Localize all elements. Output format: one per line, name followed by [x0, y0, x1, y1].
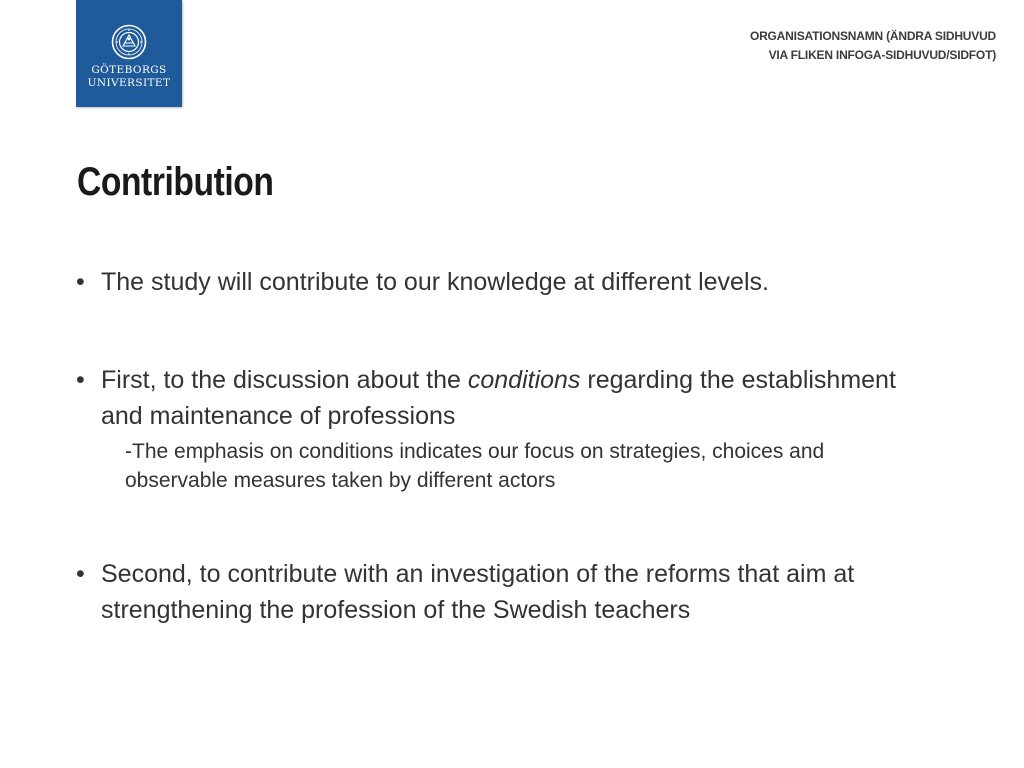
bullet-text-before: First, to the discussion about the	[101, 366, 468, 394]
logo-text-line1: GÖTEBORGS	[91, 64, 167, 76]
bullet-marker: •	[76, 366, 85, 394]
bullet-text-after: regarding the establishment and maintenance of professions	[101, 366, 896, 430]
bullet-text-emphasis: conditions	[467, 366, 581, 394]
organisation-header	[750, 27, 996, 65]
bullet-item-1	[76, 264, 896, 300]
university-seal-icon	[111, 24, 147, 60]
org-line2: VIA FLIKEN INFOGA-SIDHUVUD/SIDFOT)	[768, 48, 996, 62]
bullet-item-2	[76, 362, 896, 434]
bullet-item-3	[76, 556, 896, 628]
bullet-marker: •	[76, 268, 85, 296]
bullet-marker: •	[76, 560, 85, 588]
sub-point: -The emphasis on conditions indicates our focus on strategies, choices and observable measures taken by different actors	[125, 440, 825, 492]
bullet-text: Second, to contribute with an investigation of the reforms that aim at strengthening the profession of the Swedish teachers	[101, 560, 855, 624]
bullet-text: The study will contribute to our knowledge at different levels.	[101, 268, 769, 296]
slide-title: Contribution	[77, 160, 274, 204]
university-logo	[76, 0, 182, 107]
logo-text-line2: UNIVERSITET	[87, 77, 171, 89]
org-line1: ORGANISATIONSNAMN (ÄNDRA SIDHUVUD	[749, 29, 996, 43]
bullet-text	[101, 362, 896, 434]
